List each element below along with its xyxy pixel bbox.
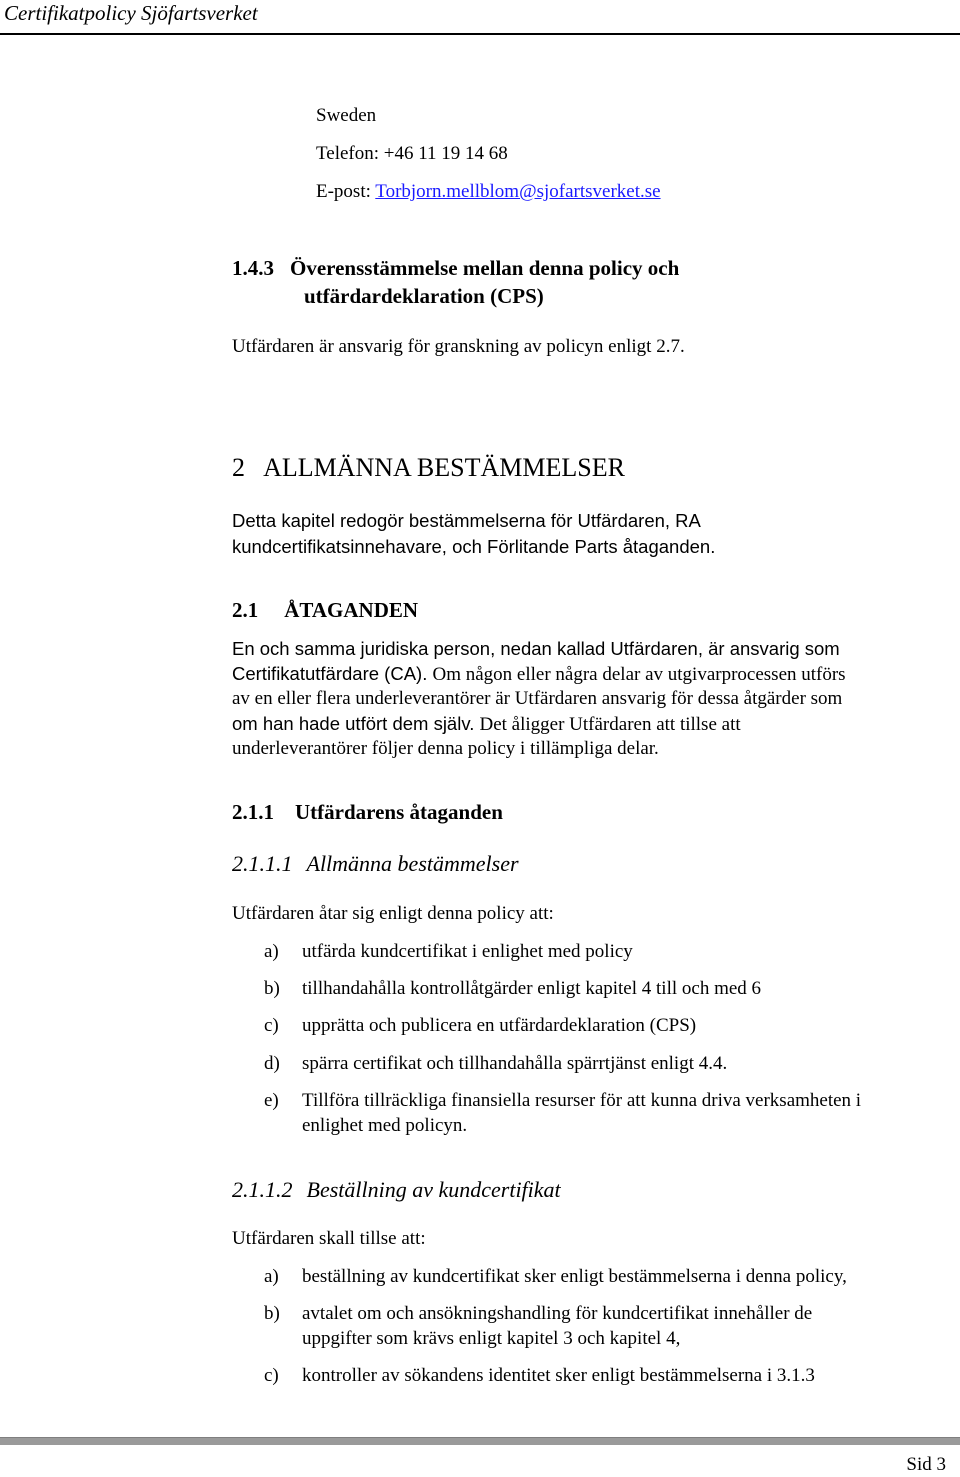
page-number: Sid 3 (906, 1454, 946, 1475)
section-2-1-1-heading (232, 799, 503, 826)
list-item-letter: b) (264, 1303, 280, 1324)
section-2-1-text-line: En och samma juridiska person, nedan kallad Utfärdaren, är ansvarig som (232, 638, 840, 659)
list-item-letter: b) (264, 978, 280, 999)
section-2-1-text-line: av en eller flera underleverantörer är Utfärdaren ansvarig för dessa åtgärder som (232, 688, 843, 709)
list-item-continuation: enlighet med policyn. (302, 1115, 468, 1136)
list-item-letter: d) (264, 1053, 280, 1074)
list-item: kontroller av sökandens identitet sker enligt bestämmelserna i 3.1.3 (302, 1365, 815, 1386)
section-2-1-heading (232, 597, 418, 624)
chapter-2-text-line: Detta kapitel redogör bestämmelserna för Utfärdaren, RA (232, 510, 701, 531)
section-title: Utfärdarens åtaganden (295, 800, 503, 824)
list-item: spärra certifikat och tillhandahålla spärrtjänst enligt 4.4. (302, 1053, 728, 1074)
section-2-1-1-2-heading (232, 1176, 561, 1204)
section-number: 2.1.1.1 (232, 851, 293, 876)
text-run: om han hade utfört dem själv. (232, 713, 480, 734)
text-run: Om någon eller några delar av utgivarprocessen utförs (432, 664, 846, 685)
text-run: Certifikatutfärdare (CA). (232, 663, 433, 684)
list-item-letter: c) (264, 1015, 279, 1036)
list-item-letter: c) (264, 1365, 279, 1386)
contact-country: Sweden (316, 105, 377, 126)
contact-email-line (316, 179, 661, 204)
section-2-1-text-line (232, 711, 741, 737)
list-item-letter: a) (264, 1266, 279, 1287)
footer-rule (0, 1437, 960, 1445)
section-1-4-3-text: Utfärdaren är ansvarig för granskning av policyn enligt 2.7. (232, 336, 685, 357)
list-item: upprätta och publicera en utfärdardeklaration (CPS) (302, 1015, 697, 1036)
list-item-letter: a) (264, 941, 279, 962)
running-header-title: Certifikatpolicy Sjöfartsverket (4, 1, 258, 25)
contact-email-label: E-post: (316, 181, 376, 202)
section-number: 2.1.1 (232, 800, 274, 824)
section-number: 2.1 (232, 598, 259, 622)
list-item: tillhandahålla kontrollåtgärder enligt kapitel 4 till och med 6 (302, 978, 762, 999)
contact-phone: Telefon: +46 11 19 14 68 (316, 143, 508, 164)
chapter-2-text-line: kundcertifikatsinnehavare, och Förlitande Parts åtaganden. (232, 536, 716, 557)
header-rule (0, 33, 960, 35)
section-number: 2.1.1.2 (232, 1177, 293, 1202)
section-1-4-3-heading-cont: utfärdardeklaration (CPS) (304, 284, 544, 308)
list-item: avtalet om och ansökningshandling för kundcertifikat innehåller de (302, 1303, 813, 1324)
section-title: Överensstämmelse mellan denna policy och (290, 256, 680, 280)
list-item-continuation: uppgifter som krävs enligt kapitel 3 och kapitel 4, (302, 1328, 681, 1349)
section-2-1-text-line (232, 661, 846, 687)
section-1-4-3-heading (232, 255, 679, 282)
list-item-letter: e) (264, 1090, 279, 1111)
list-item: utfärda kundcertifikat i enlighet med policy (302, 941, 633, 962)
text-run: Det åligger Utfärdaren att tillse att (479, 714, 741, 735)
list-item: Tillföra tillräckliga finansiella resurser för att kunna driva verksamheten i (302, 1090, 862, 1111)
section-2-1-text-line: underleverantörer följer denna policy i tillämpliga delar. (232, 738, 659, 759)
list-item: beställning av kundcertifikat sker enligt bestämmelserna i denna policy, (302, 1266, 847, 1287)
section-title: Allmänna bestämmelser (306, 851, 519, 876)
section-2-1-1-1-intro: Utfärdaren åtar sig enligt denna policy att: (232, 903, 554, 924)
section-2-1-1-1-heading (232, 850, 519, 878)
section-number: 1.4.3 (232, 256, 274, 280)
section-2-1-1-2-intro: Utfärdaren skall tillse att: (232, 1228, 426, 1249)
section-title: Beställning av kundcertifikat (306, 1177, 561, 1202)
chapter-2-heading: 2 ALLMÄNNA BESTÄMMELSER (232, 453, 625, 482)
section-title: ÅTAGANDEN (284, 598, 419, 622)
email-link[interactable]: Torbjorn.mellblom@sjofartsverket.se (375, 181, 661, 202)
